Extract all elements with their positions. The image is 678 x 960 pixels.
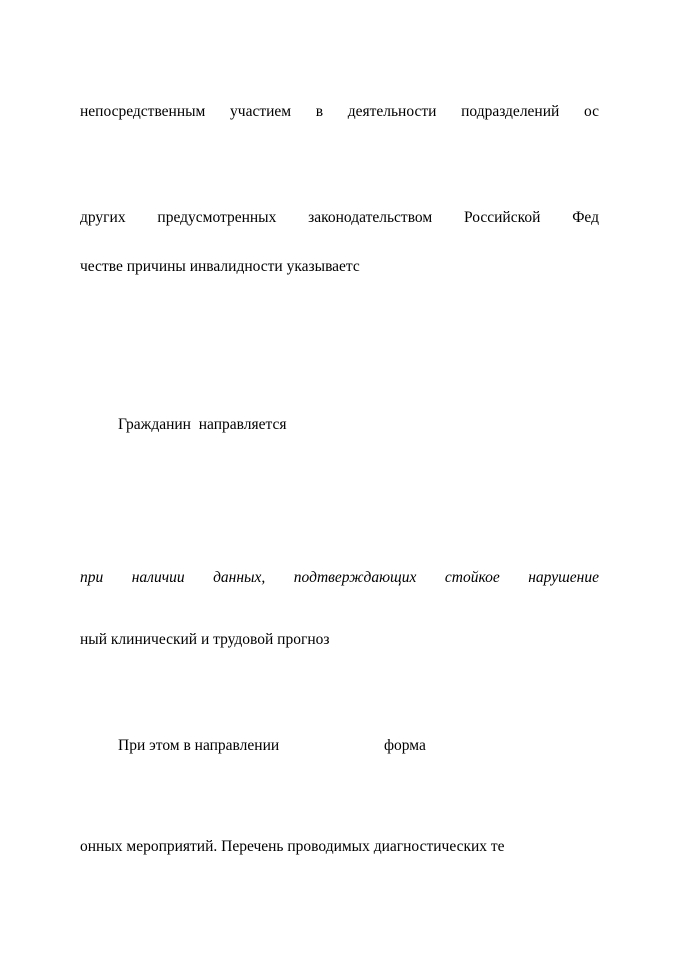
text-line-2: других предусмотренных законодательством Российской Фед bbox=[80, 209, 599, 226]
text-line-7-fragment: форма bbox=[384, 737, 426, 754]
text-line-7: При этом в направлении bbox=[118, 737, 280, 754]
text-line-8: онных мероприятий. Перечень проводимых диагностических те bbox=[80, 838, 505, 855]
text-line-4: Гражданин направляется bbox=[118, 416, 287, 433]
text-line-1: непосредственным участием в деятельности подразделений ос bbox=[80, 103, 599, 120]
text-line-6: ный клинический и трудовой прогноз bbox=[80, 631, 330, 648]
text-line-5-italic: при наличии данных, подтверждающих стойкое нарушение bbox=[80, 569, 599, 586]
text-line-3: честве причины инвалидности указываетс bbox=[80, 258, 360, 275]
